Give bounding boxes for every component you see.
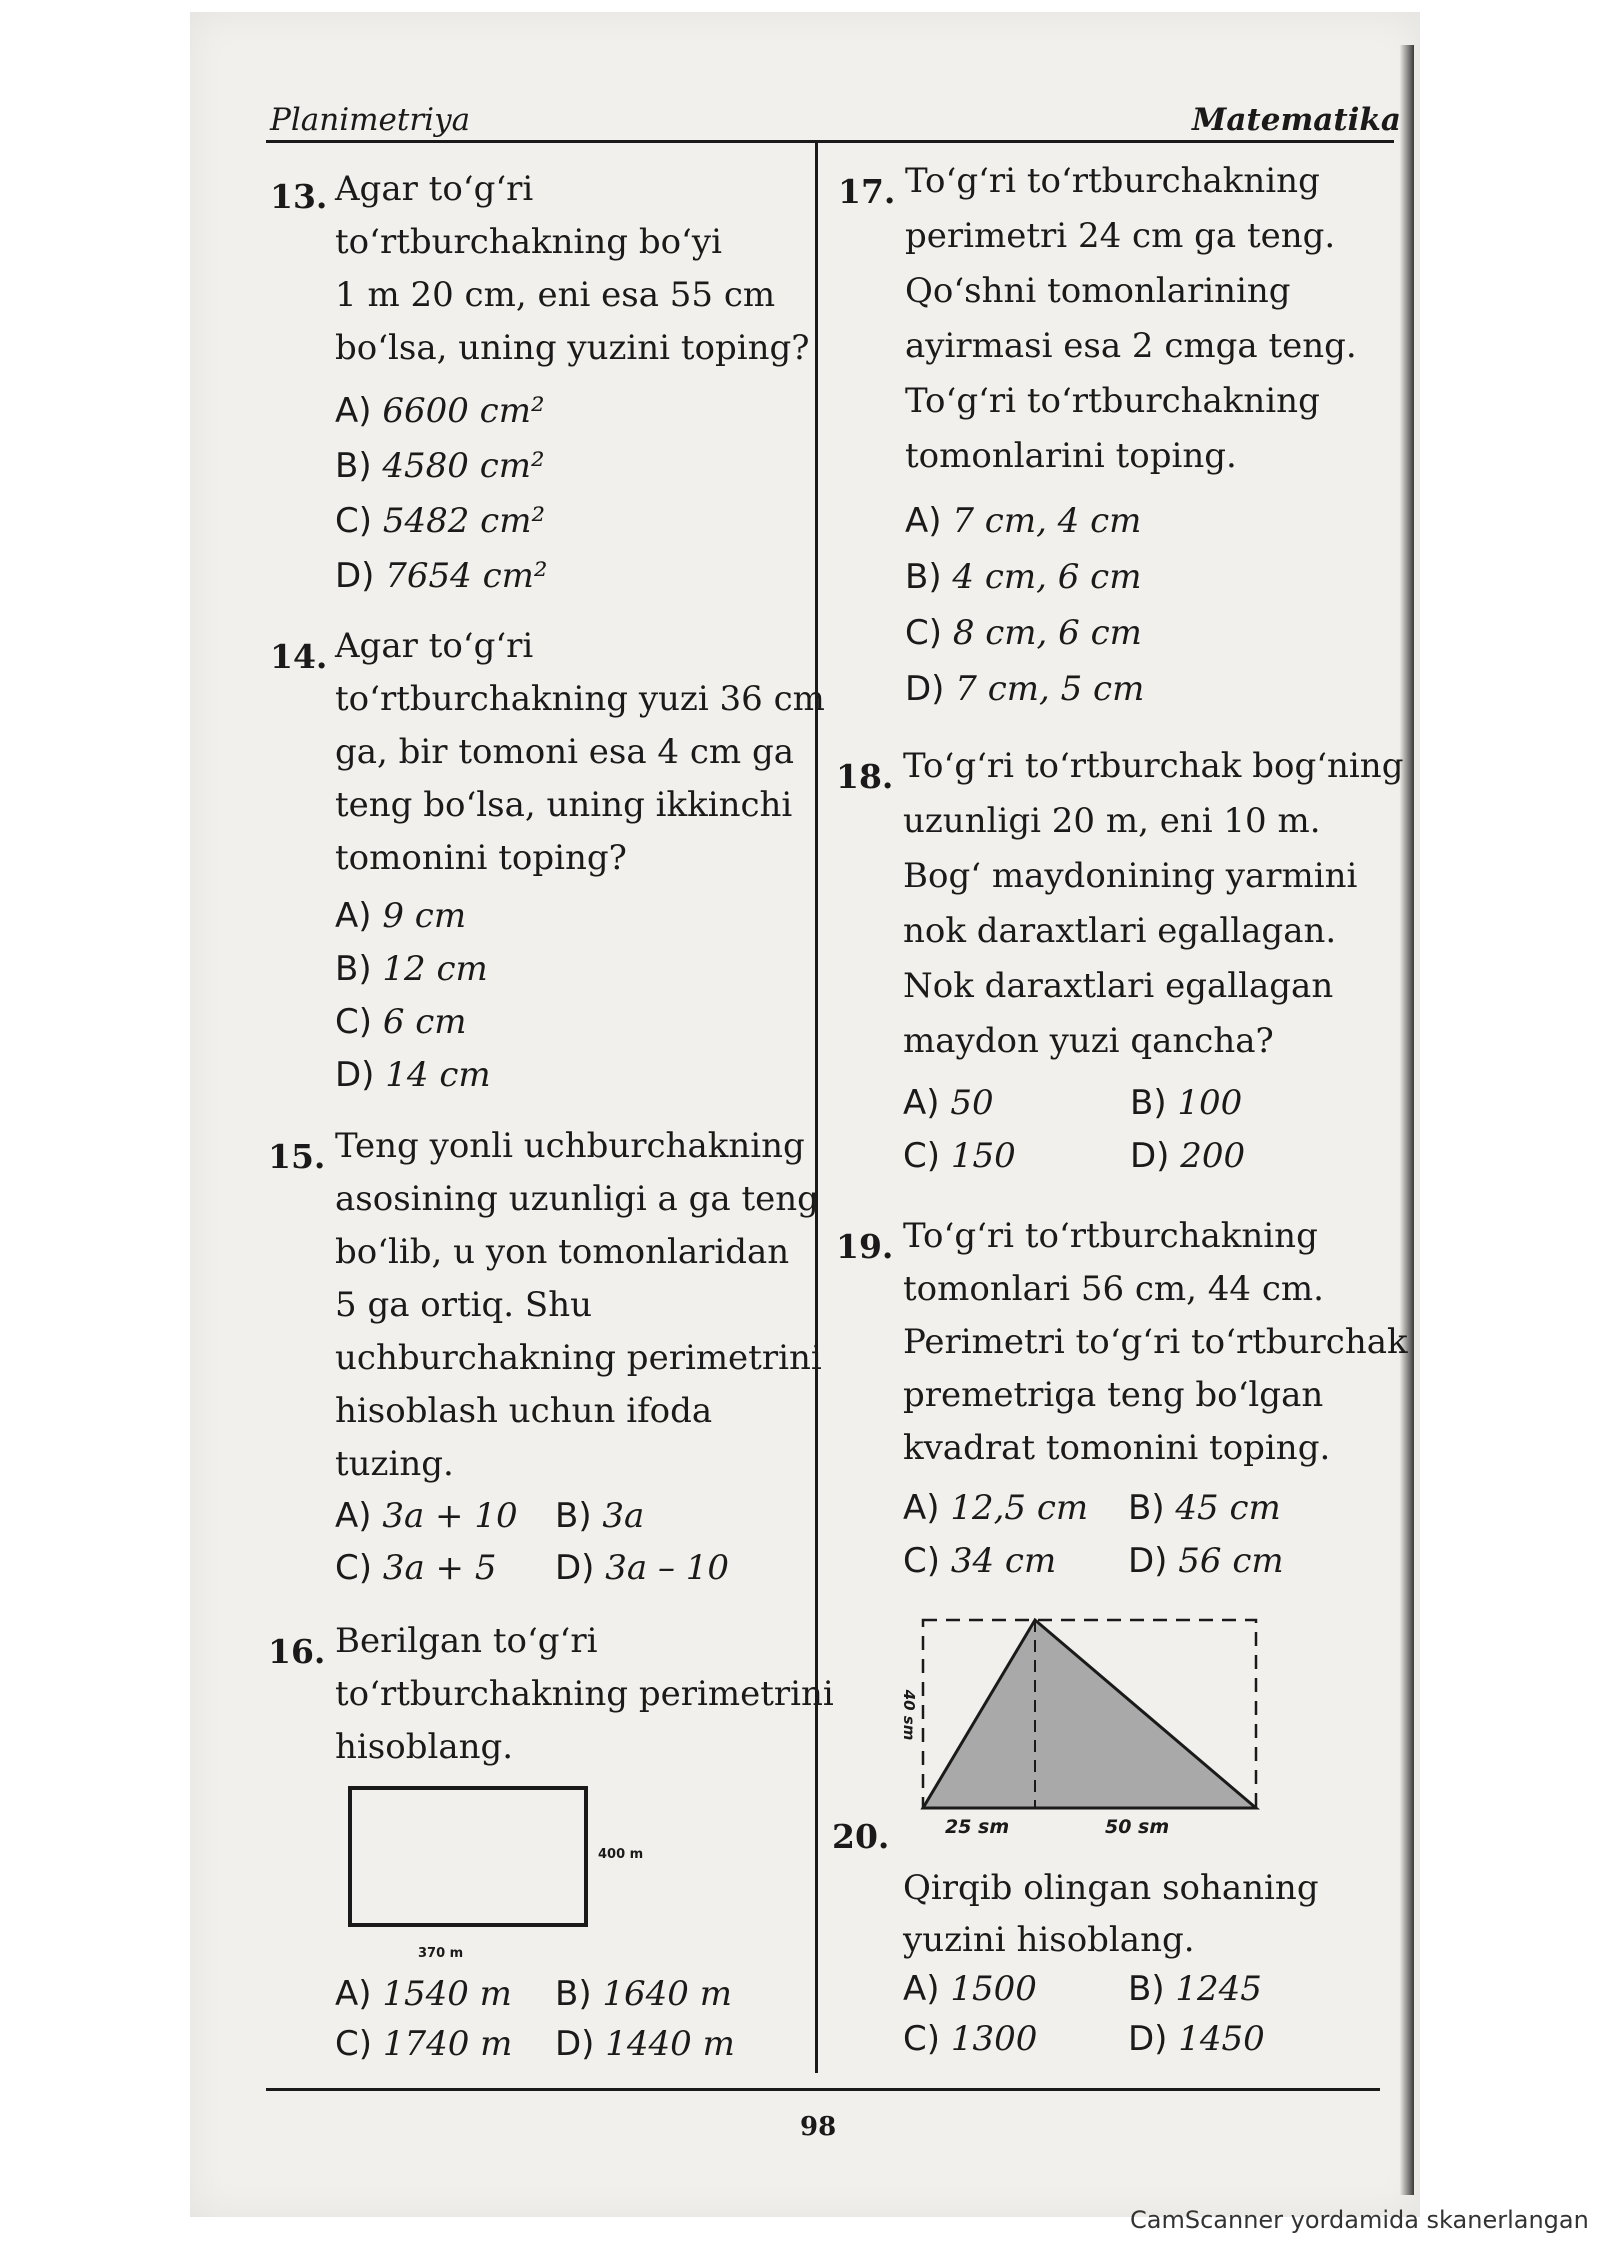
question-number: 16. [268,1632,326,1671]
option-label: C) [335,1002,373,1042]
question-line: tomonlarini toping. [905,436,1237,476]
question-line: To‘g‘ri to‘rtburchakning [905,161,1320,201]
option-b[interactable] [905,551,1141,604]
option-value: 1300 [950,2019,1038,2059]
option-value: 14 cm [385,1055,491,1095]
option-value: 1640 m [602,1974,732,2014]
question-line: to‘rtburchakning bo‘yi [335,222,722,262]
option-c[interactable] [335,495,545,548]
question-line: Agar to‘g‘ri [335,626,534,666]
option-d[interactable] [555,1542,729,1595]
option-c[interactable] [903,1130,1016,1183]
option-value: 150 [950,1136,1016,1176]
left-base-label: 25 sm [945,1816,1010,1835]
question-line: bo‘lsa, uning yuzini toping? [335,328,810,368]
option-d[interactable] [555,2018,735,2071]
option-label: C) [903,2019,941,2059]
option-a[interactable] [335,1968,512,2021]
option-value: 50 [950,1083,994,1123]
option-b[interactable] [555,1490,644,1543]
question-line: premetriga teng bo‘lgan [903,1375,1324,1415]
option-label: B) [1130,1083,1167,1123]
question-line: asosining uzunligi a ga teng [335,1179,819,1219]
question-line: Nok daraxtlari egallagan [903,966,1334,1006]
option-b[interactable] [335,440,545,493]
side-label: 400 m [598,1847,644,1862]
question-line: hisoblash uchun ifoda [335,1391,713,1431]
option-label: D) [555,2024,595,2064]
header-rule [266,140,1394,143]
question-line: to‘rtburchakning perimetrini [335,1674,834,1714]
option-value: 4580 cm² [382,446,545,486]
question-number: 13. [270,177,328,216]
option-value: 1440 m [605,2024,735,2064]
page-number: 98 [800,2112,837,2142]
option-label: A) [903,1969,940,2009]
option-d[interactable] [1130,1130,1245,1183]
option-value: 100 [1177,1083,1243,1123]
question-line: tomonlari 56 cm, 44 cm. [903,1269,1324,1309]
question-line: 5 ga ortiq. Shu [335,1285,593,1325]
question-line: tomonini toping? [335,838,627,878]
running-header-left: Planimetriya [270,102,471,138]
option-a[interactable] [905,495,1141,548]
option-label: D) [555,1548,595,1588]
option-a[interactable] [903,1963,1037,2016]
option-value: 56 cm [1178,1541,1284,1581]
option-value: 200 [1180,1136,1246,1176]
question-line: uchburchakning perimetrini [335,1338,822,1378]
option-value: 3a + 10 [382,1496,518,1536]
question-number: 18. [836,757,894,796]
option-value: 1740 m [382,2024,513,2064]
question-line: kvadrat tomonini toping. [903,1428,1331,1468]
triangle-shape [923,1620,1256,1808]
question-line: Perimetri to‘g‘ri to‘rtburchak [903,1322,1408,1362]
option-b[interactable] [1128,1482,1281,1535]
option-value: 12,5 cm [950,1488,1089,1528]
option-label: A) [335,391,372,431]
option-value: 9 cm [382,896,467,936]
option-label: B) [555,1974,592,2014]
option-label: A) [335,896,372,936]
column-divider [815,143,818,2073]
option-label: B) [1128,1969,1165,2009]
bottom-label: 370 m [418,1946,464,1961]
question-line: perimetri 24 cm ga teng. [905,216,1336,256]
question-line: Berilgan to‘g‘ri [335,1621,598,1661]
option-label: A) [903,1488,940,1528]
option-label: D) [905,669,945,709]
option-label: C) [903,1541,941,1581]
option-label: C) [335,2024,373,2064]
option-d[interactable] [905,663,1144,716]
question-line: Qirqib olingan sohaning [903,1868,1319,1908]
question-line: teng bo‘lsa, uning ikkinchi [335,785,793,825]
option-d[interactable] [1128,1535,1284,1588]
option-a[interactable] [335,1490,518,1543]
question-number: 19. [836,1227,894,1266]
option-label: B) [1128,1488,1165,1528]
footer-rule [266,2088,1380,2091]
option-value: 4 cm, 6 cm [952,557,1142,597]
option-label: C) [903,1136,941,1176]
option-label: A) [335,1974,372,2014]
option-value: 12 cm [382,949,488,989]
option-a[interactable] [903,1482,1088,1535]
question-line: hisoblang. [335,1727,514,1767]
option-value: 3a [602,1496,645,1536]
option-label: B) [555,1496,592,1536]
question-line: Agar to‘g‘ri [335,169,534,209]
option-label: C) [335,1548,373,1588]
question-line: yuzini hisoblang. [903,1920,1195,1960]
option-c[interactable] [903,1535,1056,1588]
option-d[interactable] [1128,2013,1265,2066]
question-line: maydon yuzi qancha? [903,1021,1274,1061]
option-value: 1500 [950,1969,1037,2009]
question-line: To‘g‘ri to‘rtburchakning [905,381,1320,421]
question-line: Bog‘ maydonining yarmini [903,856,1358,896]
option-b[interactable] [1128,1963,1262,2016]
option-a[interactable] [335,385,545,438]
option-value: 3a – 10 [605,1548,730,1588]
question-line: bo‘lib, u yon tomonlaridan [335,1232,790,1272]
option-c[interactable] [903,2013,1037,2066]
question-line: uzunligi 20 m, eni 10 m. [903,801,1321,841]
rectangle-shape [350,1788,586,1925]
question-line: nok daraxtlari egallagan. [903,911,1337,951]
question-line: To‘g‘ri to‘rtburchakning [903,1216,1318,1256]
option-b[interactable] [335,943,488,996]
option-c[interactable] [335,1542,496,1595]
option-a[interactable] [903,1077,994,1130]
option-value: 1245 [1175,1969,1262,2009]
option-b[interactable] [555,1968,732,2021]
question-line: 1 m 20 cm, eni esa 55 cm [335,275,776,315]
question-line: Teng yonli uchburchakning [335,1126,805,1166]
question-number: 15. [268,1137,326,1176]
scanner-watermark: CamScanner yordamida skanerlangan [1130,2206,1589,2234]
right-base-label: 50 sm [1105,1816,1170,1835]
option-value: 1540 m [382,1974,512,2014]
question-number: 17. [838,172,896,211]
option-label: C) [905,613,943,653]
option-value: 5482 cm² [382,501,546,541]
question-number: 20. [832,1817,890,1856]
option-label: D) [1128,2019,1168,2059]
option-c[interactable] [335,2018,512,2071]
option-d[interactable] [335,1049,491,1102]
option-b[interactable] [1130,1077,1242,1130]
option-a[interactable] [335,890,466,943]
option-label: C) [335,501,373,541]
option-label: A) [903,1083,940,1123]
triangle-figure [880,1605,1270,1835]
question-line: tuzing. [335,1444,454,1484]
option-label: D) [335,1055,375,1095]
question-line: ayirmasi esa 2 cmga teng. [905,326,1357,366]
question-number: 14. [270,637,328,676]
option-label: A) [905,501,942,541]
question-line: ga, bir tomoni esa 4 cm ga [335,732,794,772]
option-value: 7 cm, 5 cm [955,669,1145,709]
question-line: Qo‘shni tomonlarining [905,271,1291,311]
option-value: 3a + 5 [382,1548,497,1588]
option-value: 7 cm, 4 cm [952,501,1142,541]
option-label: B) [905,557,942,597]
option-value: 7654 cm² [385,556,548,596]
option-d[interactable] [335,550,548,603]
question-line: To‘g‘ri to‘rtburchak bog‘ning [903,746,1404,786]
option-value: 6600 cm² [382,391,545,431]
option-label: B) [335,446,372,486]
option-label: B) [335,949,372,989]
option-label: D) [1130,1136,1170,1176]
option-label: A) [335,1496,372,1536]
option-value: 1450 [1178,2019,1265,2059]
option-label: D) [335,556,375,596]
option-label: D) [1128,1541,1168,1581]
option-c[interactable] [905,607,1142,660]
option-value: 6 cm [382,1002,467,1042]
running-header-right: Matematika [1192,102,1401,138]
page-edge-shadow [1400,45,1414,2195]
option-value: 8 cm, 6 cm [952,613,1142,653]
option-c[interactable] [335,996,467,1049]
height-label: 40 sm [900,1689,918,1741]
rectangle-figure [330,1780,660,1970]
option-value: 34 cm [950,1541,1057,1581]
option-value: 45 cm [1175,1488,1281,1528]
question-line: to‘rtburchakning yuzi 36 cm [335,679,825,719]
